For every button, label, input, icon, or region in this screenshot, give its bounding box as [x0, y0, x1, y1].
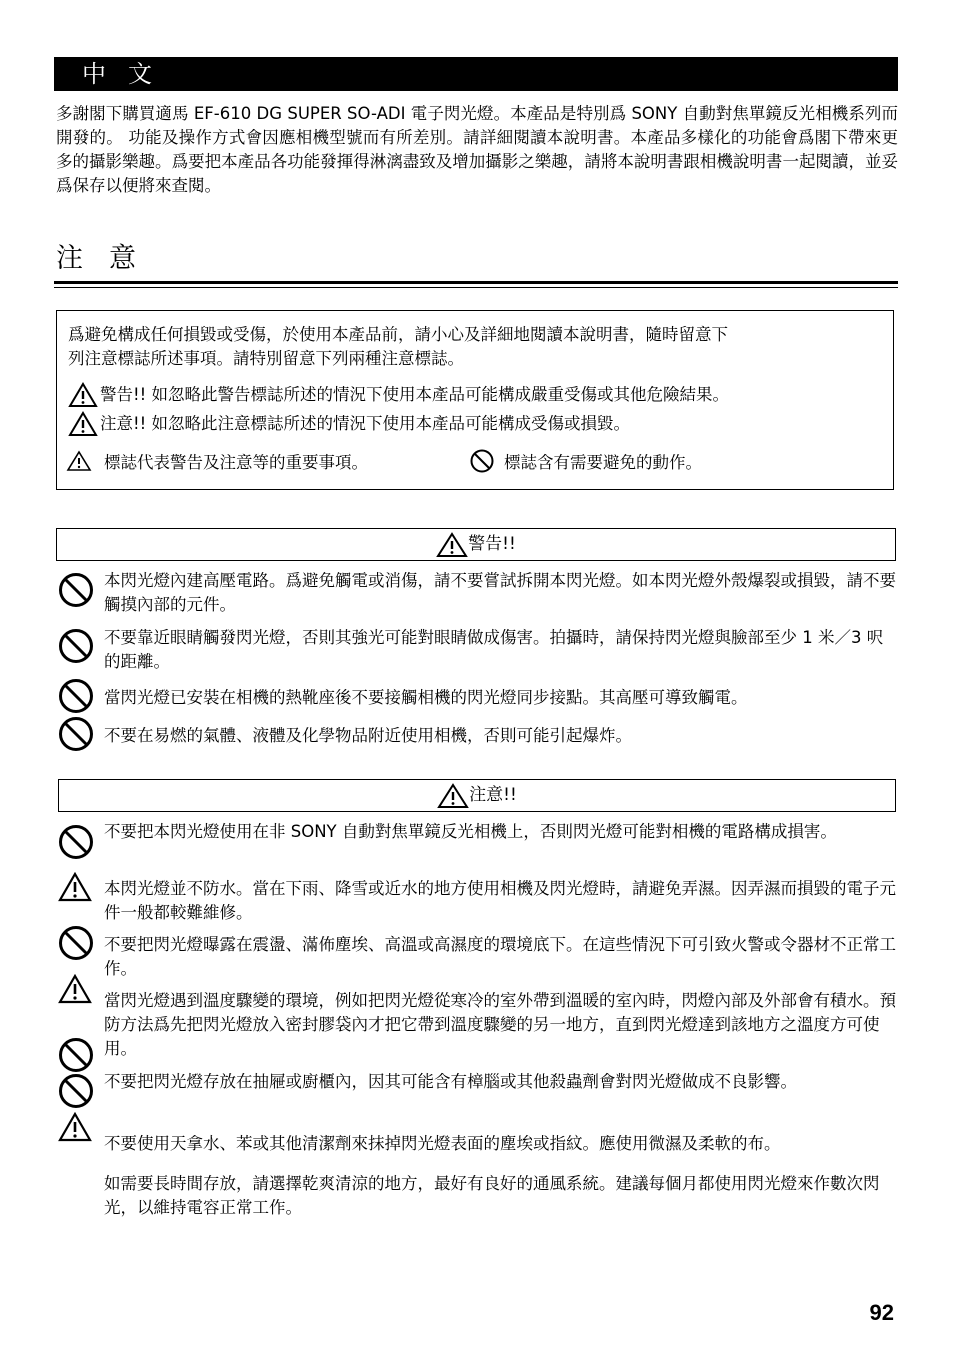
- prohibit-icon: [58, 925, 94, 961]
- notice-caution-text: 注意!! 如忽略此注意標誌所述的情況下使用本產品可能構成受傷或損毀。: [100, 414, 630, 433]
- warning-triangle-icon: [58, 1112, 92, 1142]
- caution-item-1: 不要把本閃光燈使用在非 SONY 自動對焦單鏡反光相機上，否則閃光燈可能對相機的電路構成損害。: [104, 822, 837, 841]
- caution-item-2: 本閃光燈並不防水。當在下雨、降雪或近水的地方使用相機及閃光燈時，請避免弄濕。因弄濕而損毀的電子元件一般都較難維修。: [104, 879, 896, 922]
- caution-triangle-icon: [68, 411, 98, 437]
- language-label: 中文: [82, 60, 174, 88]
- caution-header-icon: [437, 783, 469, 809]
- warning-item-4: 不要在易燃的氣體、液體及化學物品附近使用相機，否則可能引起爆炸。: [104, 726, 632, 745]
- heading-rule-thin: [54, 287, 898, 288]
- prohibit-icon: [58, 1073, 94, 1109]
- warning-triangle-icon: [68, 382, 98, 408]
- prohibit-icon: [58, 628, 94, 664]
- language-header-bar: [54, 57, 898, 91]
- notice-warning-text: 警告!! 如忽略此警告標誌所述的情況下使用本產品可能構成嚴重受傷或其他危險結果。: [100, 385, 729, 404]
- intro-paragraph: 多謝閣下購買適馬 EF-610 DG SUPER SO-ADI 電子閃光燈。本產品是特別爲 SONY 自動對焦單鏡反光相機系列而開發的。 功能及操作方式會因應相機型號而有所差別。請詳細閱讀本說明書。本產品多樣化的功能會爲閣下帶來更多的攝影樂趣。爲要把本產品各功能發揮得淋漓盡致及增加攝影之樂趣，請將本說明書跟相機說明書一起閱讀，並妥爲保存以便將來查閱。: [56, 104, 898, 195]
- caution-section-header: [58, 779, 896, 812]
- notice-line-1: 爲避免構成任何損毀或受傷，於使用本產品前，請小心及詳細地閱讀本說明書，隨時留意下: [68, 325, 728, 344]
- caution-item-5: 不要把閃光燈存放在抽屜或廚櫃內，因其可能含有樟腦或其他殺蟲劑會對閃光燈做成不良影響。: [104, 1072, 797, 1091]
- warning-triangle-icon: [58, 974, 92, 1004]
- caution-section-title: 注意!!: [469, 785, 517, 805]
- warning-header-icon: [436, 532, 468, 558]
- warning-triangle-icon: [58, 872, 92, 902]
- warning-item-2: 不要靠近眼睛觸發閃光燈，否則其強光可能對眼睛做成傷害。拍攝時，請保持閃光燈與臉部至少 1 米／3 呎的距離。: [104, 628, 884, 671]
- legend-warning-text: 標誌代表警告及注意等的重要事項。: [104, 453, 368, 472]
- caution-item-6: 不要使用天拿水、苯或其他清潔劑來抹掉閃光燈表面的塵埃或指紋。應使用微濕及柔軟的布。: [104, 1134, 781, 1153]
- prohibit-icon: [58, 716, 94, 752]
- caution-item-4: 當閃光燈遇到溫度驟變的環境，例如把閃光燈從寒冷的室外帶到溫暖的室內時，閃燈內部及外部會有積水。預防方法爲先把閃光燈放入密封膠袋內才把它帶到溫度驟變的另一地方，直到閃光燈達到該地方之溫度方可使用。: [104, 991, 896, 1058]
- legend-prohibit-text: 標誌含有需要避免的動作。: [504, 453, 702, 472]
- caution-heading: 注意: [56, 243, 162, 274]
- caution-item-7: 如需要長時間存放，請選擇乾爽清涼的地方，最好有良好的通風系統。建議每個月都使用閃光燈來作數次閃光，以維持電容正常工作。: [104, 1174, 880, 1217]
- caution-item-3: 不要把閃光燈曝露在震盪、滿佈塵埃、高溫或高濕度的環境底下。在這些情況下可引致火警或令器材不正常工作。: [104, 935, 896, 978]
- prohibit-icon: [58, 824, 94, 860]
- legend-warning-icon: [66, 450, 92, 472]
- warning-section-header: [56, 528, 896, 561]
- warning-item-3: 當閃光燈已安裝在相機的熱靴座後不要接觸相機的閃光燈同步接點。其高壓可導致觸電。: [104, 688, 748, 707]
- page-number: 92: [869, 1300, 894, 1325]
- prohibit-icon: [58, 572, 94, 608]
- notice-line-2: 列注意標誌所述事項。請特別留意下列兩種注意標誌。: [68, 349, 464, 368]
- prohibit-icon: [58, 1037, 94, 1073]
- warning-item-1: 本閃光燈內建高壓電路。爲避免觸電或消傷，請不要嘗試拆開本閃光燈。如本閃光燈外殼爆裂或損毀，請不要觸摸內部的元件。: [104, 571, 896, 614]
- warning-section-title: 警告!!: [468, 534, 516, 554]
- legend-prohibit-icon: [469, 448, 495, 474]
- heading-rule-thick: [54, 281, 898, 284]
- prohibit-icon: [58, 678, 94, 714]
